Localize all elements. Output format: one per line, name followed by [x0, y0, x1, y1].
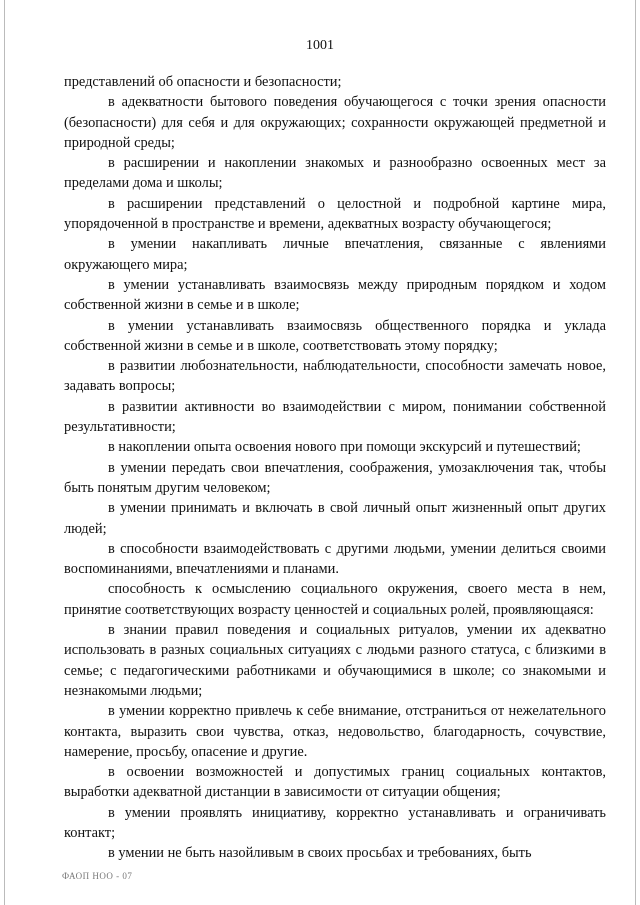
paragraph: в умении корректно привлечь к себе внимание, отстраниться от нежелательного контакта, выразить свои чувства, отказ, недовольство, благодарность, сочувствие, намерение, просьбу, опасение и другие. [64, 703, 606, 760]
paragraph: в умении передать свои впечатления, соображения, умозаключения так, чтобы быть понятым другим человеком; [64, 459, 606, 496]
page-left-edge [4, 0, 5, 905]
paragraph: представлений об опасности и безопасности; [64, 74, 342, 90]
paragraph: способность к осмыслению социального окружения, своего места в нем, принятие соответствующих возрасту ценностей и социальных ролей, проявляющаяся: [64, 581, 606, 618]
paragraph: в умении проявлять инициативу, корректно устанавливать и ограничивать контакт; [64, 804, 606, 841]
page-right-edge [635, 0, 636, 905]
paragraph: в знании правил поведения и социальных ритуалов, умении их адекватно использовать в разных социальных ситуациях с людьми разного статуса, с близкими в семье; с педагогическими работниками и обучающимися в школе; со знакомыми и незнакомыми людьми; [64, 622, 606, 699]
page-number: 1001 [306, 38, 334, 53]
paragraph: в накоплении опыта освоения нового при помощи экскурсий и путешествий; [108, 439, 581, 456]
paragraph: в расширении и накоплении знакомых и разнообразно освоенных мест за пределами дома и школы; [64, 155, 606, 192]
paragraph: в умении не быть назойливым в своих просьбах и требованиях, быть [108, 845, 532, 862]
footer-stamp: ФАОП НОО - 07 [62, 871, 133, 881]
paragraph: в освоении возможностей и допустимых границ социальных контактов, выработки адекватной дистанции в зависимости от ситуации общения; [64, 764, 606, 801]
paragraph: в расширении представлений о целостной и подробной картине мира, упорядоченной в пространстве и времени, адекватных возрасту обучающегося; [64, 195, 606, 233]
paragraph: в умении устанавливать взаимосвязь общественного порядка и уклада собственной жизни в семье и в школе, соответствовать этому порядку; [64, 317, 606, 354]
paragraph: в адекватности бытового поведения обучающегося с точки зрения опасности (безопасности) для себя и для окружающих; сохранности окружающей предметной и природной среды; [64, 94, 606, 151]
body-text [64, 72, 606, 864]
paragraph: в развитии любознательности, наблюдательности, способности замечать новое, задавать вопросы; [64, 358, 606, 395]
paragraph: в умении принимать и включать в свой личный опыт жизненный опыт других людей; [64, 500, 606, 537]
paragraph: в развитии активности во взаимодействии с миром, понимании собственной результативности; [64, 398, 606, 436]
paragraph: в умении устанавливать взаимосвязь между природным порядком и ходом собственной жизни в семье и в школе; [64, 276, 606, 314]
paragraph: в способности взаимодействовать с другими людьми, умении делиться своими воспоминаниями, впечатлениями и планами. [64, 540, 606, 578]
paragraph: в умении накапливать личные впечатления, связанные с явлениями окружающего мира; [64, 236, 606, 273]
